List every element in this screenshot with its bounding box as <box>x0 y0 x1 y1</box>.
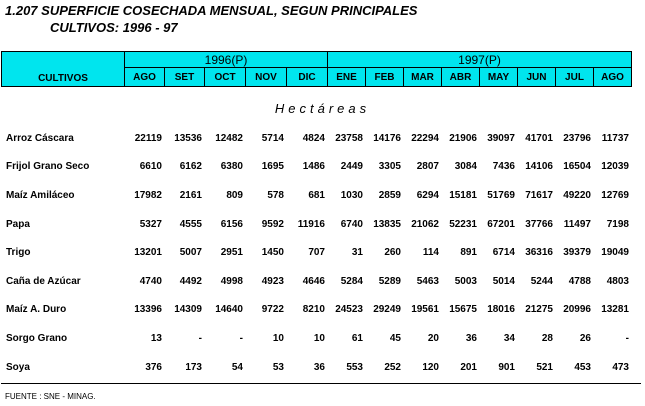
month-header: OCT <box>205 68 246 87</box>
table-cell: 34 <box>503 332 515 344</box>
table-cell: 4788 <box>568 275 591 287</box>
table-cell: 14309 <box>174 304 202 316</box>
table-cell: 13396 <box>134 304 162 316</box>
table-cell: 5244 <box>530 275 553 287</box>
table-cell: 28 <box>541 332 553 344</box>
table-cell: 120 <box>422 361 439 373</box>
table-cell: 114 <box>422 247 439 259</box>
table-cell: 37766 <box>525 218 553 230</box>
table-cell: 23758 <box>335 132 363 144</box>
table-cell: 553 <box>346 361 363 373</box>
table-cell: 453 <box>574 361 591 373</box>
table-cell: 26 <box>579 332 591 344</box>
month-header: MAR <box>404 68 442 87</box>
footer-divider <box>1 383 641 384</box>
table-cell: - <box>625 332 629 344</box>
table-cell: 12769 <box>601 189 629 201</box>
table-cell: 31 <box>351 247 363 259</box>
table-cell: 54 <box>231 361 243 373</box>
table-cell: 1450 <box>261 247 284 259</box>
table-cell: 473 <box>612 361 629 373</box>
crop-name: Caña de Azúcar <box>6 275 81 287</box>
table-cell: 681 <box>308 189 325 201</box>
table-cell: 5007 <box>179 247 202 259</box>
month-header: ABR <box>442 68 480 87</box>
table-cell: 9592 <box>261 218 284 230</box>
table-cell: 4923 <box>261 275 284 287</box>
table-cell: 4555 <box>179 218 202 230</box>
table-cell: 18016 <box>487 304 515 316</box>
table-cell: 51769 <box>487 189 515 201</box>
table-cell: 6162 <box>179 161 202 173</box>
table-cell: 20996 <box>563 304 591 316</box>
table-cell: 4998 <box>220 275 243 287</box>
table-cell: 521 <box>536 361 553 373</box>
table-cell: 17982 <box>134 189 162 201</box>
table-cell: 52231 <box>449 218 477 230</box>
table-cell: 707 <box>308 247 325 259</box>
cultivos-header: CULTIVOS <box>2 52 125 87</box>
month-header: MAY <box>480 68 518 87</box>
table-cell: 14640 <box>215 304 243 316</box>
table-subtitle: CULTIVOS: 1996 - 97 <box>50 20 178 35</box>
unit-label: Hectáreas <box>274 101 371 116</box>
table-cell: 11737 <box>601 132 629 144</box>
month-header: AGO <box>125 68 165 87</box>
month-header: AGO <box>594 68 632 87</box>
year-1997-header: 1997(P) <box>328 52 632 68</box>
table-cell: 61 <box>351 332 363 344</box>
table-cell: 39379 <box>563 247 591 259</box>
table-cell: 6740 <box>340 218 363 230</box>
table-cell: 19049 <box>601 247 629 259</box>
table-cell: 11916 <box>297 218 325 230</box>
table-cell: 13835 <box>373 218 401 230</box>
table-cell: 36 <box>313 361 325 373</box>
month-header: JUL <box>556 68 594 87</box>
table-cell: 20 <box>427 332 439 344</box>
table-cell: 4740 <box>139 275 162 287</box>
table-cell: 901 <box>498 361 515 373</box>
crop-name: Arroz Cáscara <box>6 132 74 144</box>
table-cell: 15675 <box>449 304 477 316</box>
source-note: FUENTE : SNE - MINAG. <box>5 392 96 401</box>
table-cell: 10 <box>313 332 325 344</box>
table-cell: 260 <box>384 247 401 259</box>
table-cell: 8210 <box>302 304 325 316</box>
table-cell: 12039 <box>601 161 629 173</box>
table-cell: 3305 <box>378 161 401 173</box>
table-cell: 71617 <box>525 189 553 201</box>
table-cell: 578 <box>267 189 284 201</box>
header-table <box>1 51 632 87</box>
table-row <box>1 153 631 182</box>
table-row <box>1 267 631 296</box>
table-cell: 9722 <box>261 304 284 316</box>
table-cell: 2161 <box>179 189 202 201</box>
table-cell: 22119 <box>134 132 162 144</box>
table-cell: 13281 <box>601 304 629 316</box>
table-cell: 23796 <box>563 132 591 144</box>
table-cell: 1695 <box>261 161 284 173</box>
table-cell: 22294 <box>411 132 439 144</box>
table-cell: 6294 <box>416 189 439 201</box>
table-cell: 6714 <box>492 247 515 259</box>
table-cell: 53 <box>272 361 284 373</box>
table-cell: 173 <box>185 361 202 373</box>
table-cell: 2951 <box>220 247 243 259</box>
month-header: FEB <box>366 68 404 87</box>
table-cell: 13 <box>150 332 162 344</box>
month-header: NOV <box>246 68 287 87</box>
table-cell: 7198 <box>606 218 629 230</box>
table-cell: 13201 <box>134 247 162 259</box>
table-cell: 16504 <box>563 161 591 173</box>
table-cell: - <box>239 332 243 344</box>
table-cell: 7436 <box>492 161 515 173</box>
table-cell: 2807 <box>416 161 439 173</box>
table-title: 1.207 SUPERFICIE COSECHADA MENSUAL, SEGUN PRINCIPALES <box>5 3 418 18</box>
table-row <box>1 353 631 382</box>
table-cell: 49220 <box>563 189 591 201</box>
table-cell: 1030 <box>340 189 363 201</box>
table-cell: 21275 <box>525 304 553 316</box>
month-header: ENE <box>328 68 366 87</box>
table-cell: 5284 <box>340 275 363 287</box>
table-row <box>1 324 631 353</box>
crop-name: Trigo <box>6 247 31 259</box>
table-cell: 5003 <box>454 275 477 287</box>
table-cell: 3084 <box>454 161 477 173</box>
table-cell: 12482 <box>215 132 243 144</box>
table-cell: 252 <box>384 361 401 373</box>
table-cell: 4824 <box>302 132 325 144</box>
table-cell: 15181 <box>449 189 477 201</box>
table-cell: 4492 <box>179 275 202 287</box>
crop-name: Maíz Amiláceo <box>6 189 75 201</box>
table-cell: 4646 <box>302 275 325 287</box>
table-cell: 36316 <box>525 247 553 259</box>
table-cell: 6610 <box>139 161 162 173</box>
table-row <box>1 124 631 153</box>
month-header: DIC <box>287 68 328 87</box>
table-cell: 2449 <box>340 161 363 173</box>
table-cell: - <box>198 332 202 344</box>
year-1996-header: 1996(P) <box>125 52 328 68</box>
table-row <box>1 296 631 325</box>
table-cell: 4803 <box>606 275 629 287</box>
table-cell: 376 <box>145 361 162 373</box>
table-cell: 201 <box>460 361 477 373</box>
data-table <box>1 124 631 381</box>
table-cell: 21906 <box>449 132 477 144</box>
crop-name: Frijol Grano Seco <box>6 161 90 173</box>
table-cell: 41701 <box>525 132 553 144</box>
table-cell: 5014 <box>492 275 515 287</box>
table-cell: 6380 <box>220 161 243 173</box>
table-cell: 1486 <box>302 161 325 173</box>
table-cell: 14106 <box>525 161 553 173</box>
table-cell: 5289 <box>378 275 401 287</box>
table-cell: 6156 <box>220 218 243 230</box>
table-cell: 14176 <box>373 132 401 144</box>
table-row <box>1 238 631 267</box>
table-cell: 5327 <box>139 218 162 230</box>
month-header: JUN <box>518 68 556 87</box>
crop-name: Maíz A. Duro <box>6 304 67 316</box>
table-cell: 19561 <box>411 304 439 316</box>
table-cell: 10 <box>272 332 284 344</box>
table-row <box>1 181 631 210</box>
table-cell: 45 <box>389 332 401 344</box>
table-cell: 5463 <box>416 275 439 287</box>
table-cell: 809 <box>226 189 243 201</box>
table-cell: 891 <box>460 247 477 259</box>
table-cell: 39097 <box>487 132 515 144</box>
table-cell: 24523 <box>335 304 363 316</box>
table-cell: 21062 <box>411 218 439 230</box>
table-cell: 36 <box>465 332 477 344</box>
month-header: SET <box>165 68 205 87</box>
crop-name: Papa <box>6 218 30 230</box>
table-cell: 67201 <box>487 218 515 230</box>
crop-name: Soya <box>6 361 30 373</box>
crop-name: Sorgo Grano <box>6 332 68 344</box>
table-cell: 2859 <box>378 189 401 201</box>
table-row <box>1 210 631 239</box>
table-cell: 29249 <box>373 304 401 316</box>
table-cell: 5714 <box>261 132 284 144</box>
table-cell: 13536 <box>174 132 202 144</box>
table-cell: 11497 <box>563 218 591 230</box>
